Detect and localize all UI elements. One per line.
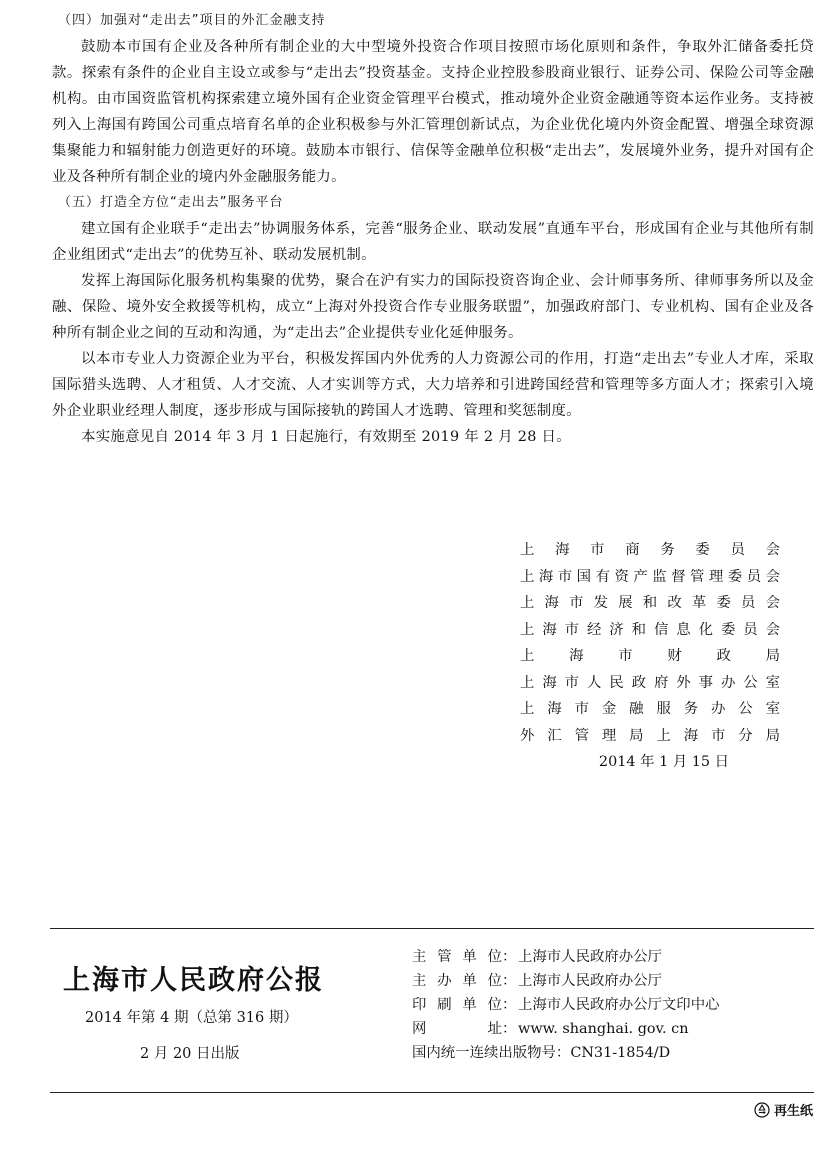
masthead-publish-date: 2 月 20 日出版 (140, 1046, 240, 1062)
section-heading: （五）打造全方位“走出去”服务平台 (58, 195, 284, 210)
section-heading: （四）加强对“走出去”项目的外汇金融支持 (58, 13, 326, 28)
paragraph: 发挥上海国际化服务机构集聚的优势，聚合在沪有实力的国际投资咨询企业、会计师事务所、律师事务所以及金融、保险、境外安全救援等机构，成立“上海对外投资合作专业服务联盟”，加强政府部门、专业机构、国有企业及各种所有制企业之间的互动和沟通，为“走出去”企业提供专业化延伸服务。 (52, 273, 814, 341)
info-row: 网址 ： www. shanghai. gov. cn (412, 1017, 812, 1041)
info-row: 国内统一连续出版物号 ： CN31-1854/D (412, 1041, 812, 1065)
info-label: 主管单位 (412, 949, 502, 965)
signatory: 上海市财政局 (520, 648, 780, 664)
info-label: 主办单位 (412, 973, 502, 989)
info-value: 上海市人民政府办公厅文印中心 (518, 997, 720, 1013)
signatory-block (520, 537, 780, 776)
effective-date-paragraph: 本实施意见自 2014 年 3 月 1 日起施行，有效期至 2019 年 2 月 28 日。 (81, 429, 571, 445)
signature-date: 2014 年 1 月 15 日 (598, 754, 730, 770)
signatory: 上海市商务委员会 (520, 542, 780, 558)
info-value: 上海市人民政府办公厅 (518, 949, 662, 965)
masthead-top-rule (50, 928, 814, 929)
signatory: 上海市经济和信息化委员会 (520, 621, 780, 638)
publication-info (412, 945, 812, 1065)
paragraph: 鼓励本市国有企业及各种所有制企业的大中型境外投资合作项目按照市场化原则和条件，争取外汇储备委托贷款。探索有条件的企业自主设立或参与“走出去”投资基金。支持企业控股参股商业银行、证券公司、保险公司等金融机构。由市国资监管机构探索建立境外国有企业资金管理平台模式，推动境外企业资金融通等资本运作业务。支持被列入上海国有跨国公司重点培育名单的企业积极参与外汇管理创新试点，为企业优化境内外资金配置、增强全球资源集聚能力和辐射能力创造更好的环境。鼓励本市银行、信保等金融单位积极“走出去”，发展境外业务，提升对国有企业及各种所有制企业的境内外金融服务能力。 (52, 39, 814, 185)
masthead-title: 上海市人民政府公报 (63, 965, 324, 996)
info-label: 国内统一连续出版物号 (412, 1045, 556, 1061)
masthead-bottom-rule (50, 1092, 814, 1093)
signatory: 上海市金融服务办公室 (520, 701, 780, 717)
paragraph: 建立国有企业联手“走出去”协调服务体系，完善“服务企业、联动发展”直通车平台，形成国有企业与其他所有制企业组团式“走出去”的优势互补、联动发展机制。 (52, 221, 814, 263)
info-row: 印刷单位 ： 上海市人民政府办公厅文印中心 (412, 993, 812, 1017)
serial-number-value: CN31-1854/D (570, 1045, 671, 1061)
recycled-paper-label: 再生纸 (773, 1104, 813, 1119)
info-label: 网址 (412, 1021, 502, 1037)
info-label: 印刷单位 (412, 997, 502, 1013)
recycled-paper-mark (754, 1100, 813, 1119)
info-value: 上海市人民政府办公厅 (518, 973, 662, 989)
info-row: 主管单位 ： 上海市人民政府办公厅 (412, 945, 812, 969)
signatory: 上海市发展和改革委员会 (520, 595, 780, 611)
signatory: 上海市人民政府外事办公室 (520, 674, 780, 691)
paragraph: 以本市专业人力资源企业为平台，积极发挥国内外优秀的人力资源公司的作用，打造“走出去”专业人才库，采取国际猎头选聘、人才租赁、人才交流、人才实训等方式，大力培养和引进跨国经营和管理等多方面人才；探索引入境外企业职业经理人制度，逐步形成与国际接轨的跨国人才选聘、管理和奖惩制度。 (52, 351, 814, 419)
recycle-icon (754, 1102, 770, 1118)
body-text (52, 8, 814, 450)
signatory: 外汇管理局上海市分局 (520, 727, 780, 744)
signatory: 上海市国有资产监督管理委员会 (520, 568, 780, 585)
info-row: 主办单位 ： 上海市人民政府办公厅 (412, 969, 812, 993)
masthead-issue: 2014 年第 4 期（总第 316 期） (85, 1010, 298, 1026)
website-value: www. shanghai. gov. cn (518, 1021, 689, 1037)
